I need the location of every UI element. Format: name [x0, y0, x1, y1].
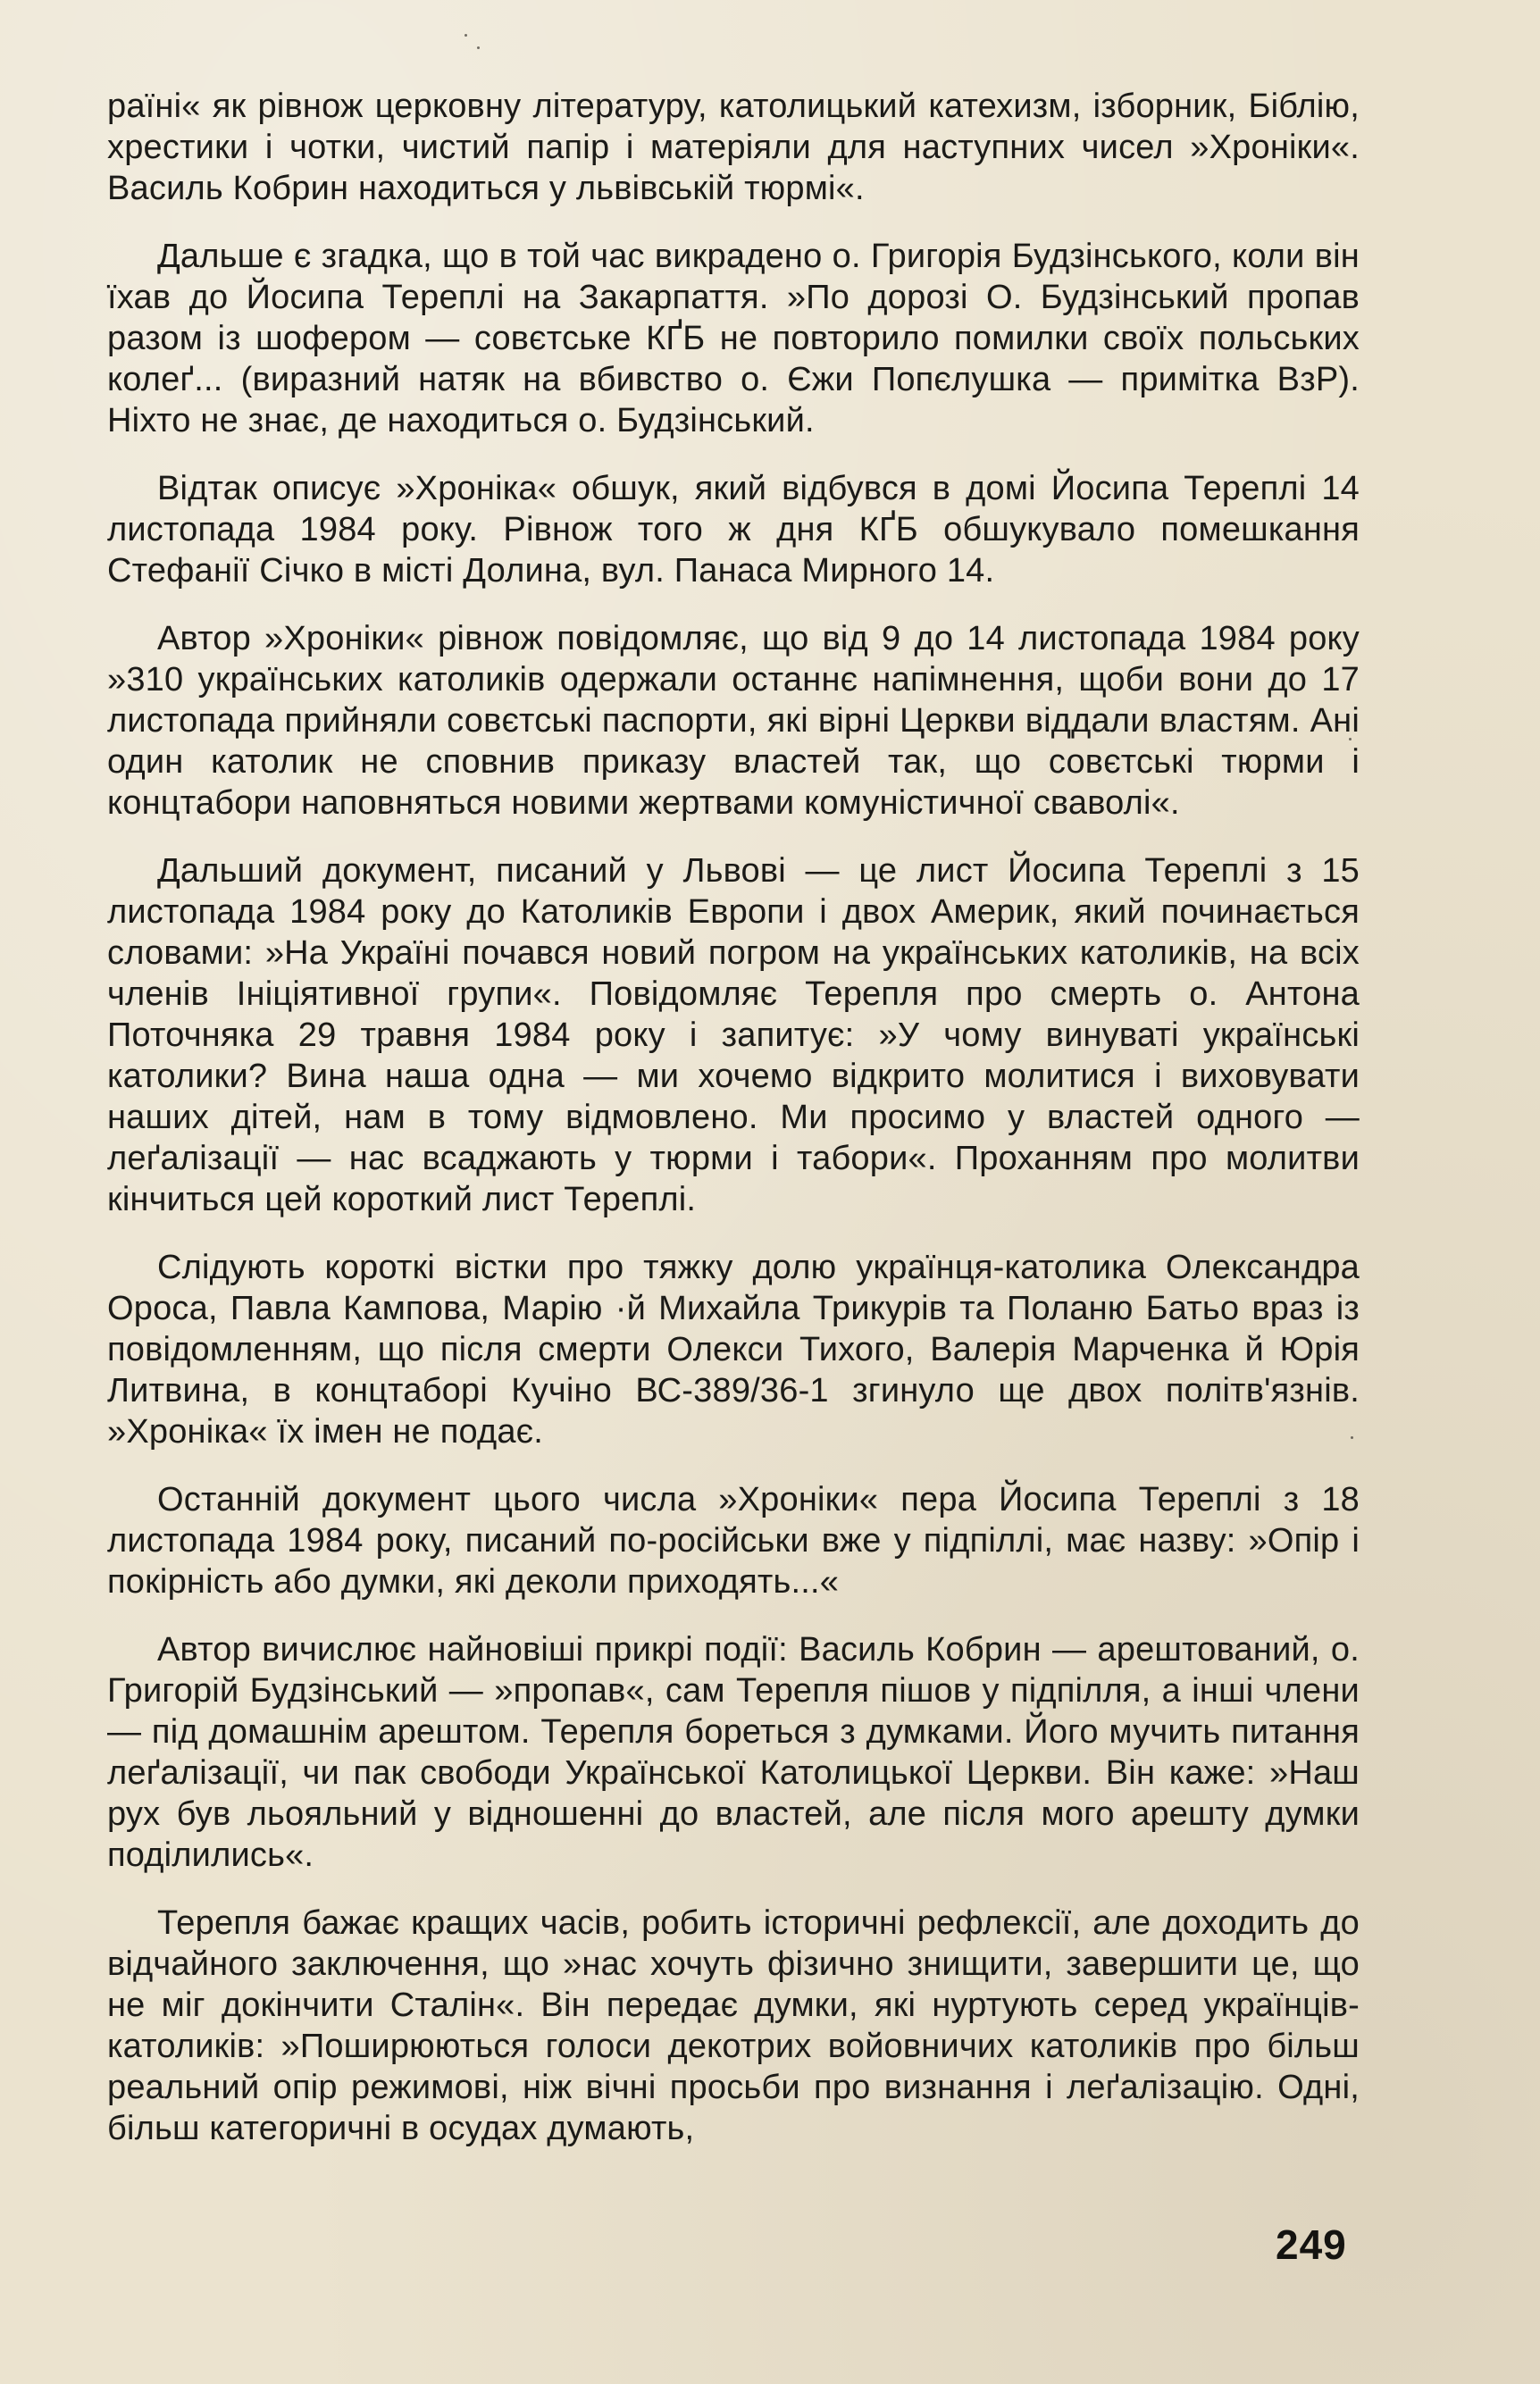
paragraph-2: Дальше є згадка, що в той час викрадено о. Григорія Будзінського, коли він їхав до Йосипа Тереплі на Закарпаття. »По дорозі О. Будзінський пропав разом із шофером — совєтське КҐБ не повторило помилки своїх польських колеґ... (виразний натяк на вбивство о. Єжи Попєлушка — примітка ВзР). Ніхто не знає, де находиться о. Будзінський. [107, 238, 1360, 439]
paragraph-6: Слідують короткі вістки про тяжку долю українця-католика Олександра Ороса, Павла Кампова, Марію ·й Михайла Трикурів та Поланю Батьо враз із повідомленням, що після смерти Олекси Тихого, Валерія Марченка й Юрія Литвина, в концтаборі Кучіно ВС-389/36-1 згинуло ще двох політв'язнів. »Хроніка« їх імен не подає. [107, 1249, 1360, 1451]
paragraph-7: Останній документ цього числа »Хроніки« пера Йосипа Тереплі з 18 листопада 1984 року, писаний по-російськи вже у підпіллі, має назву: »Опір і покірність або думки, які деколи приходять...« [107, 1481, 1360, 1601]
paragraph-8: Автор вичислює найновіші прикрі події: Василь Кобрин — арештований, о. Григорій Будзінський — »пропав«, сам Терепля пішов у підпілля, а інші члени — під домашнім арештом. Терепля бореться з думками. Його мучить питання леґалізації, чи пак свободи Української Католицької Церкви. Він каже: »Наш рух був льояльний у відношенні до властей, але після мого арешту думки поділились«. [107, 1631, 1360, 1874]
page-number: 249 [1276, 2221, 1347, 2268]
paragraph-1: раїні« як рівнож церковну літературу, католицький катехизм, ізборник, Біблію, хрестики і чотки, чистий папір і матеріяли для наступних чисел »Хроніки«. Василь Кобрин находиться у львівській тюрмі«. [107, 88, 1360, 207]
paragraph-9: Терепля бажає кращих часів, робить історичні рефлексії, але доходить до відчайного заключення, що »нас хочуть фізично знищити, завершити це, що не міг докінчити Сталін«. Він передає думки, які нуртують серед українців-католиків: »Поширюються голоси декотрих войовничих католиків про більш реальний опір режимові, ніж вічні просьби про визнання і леґалізацію. Одні, більш категоричні в осудах думають, [107, 1904, 1360, 2147]
paragraph-5: Дальший документ, писаний у Львові — це лист Йосипа Тереплі з 15 листопада 1984 року до Католиків Европи і двох Америк, який починається словами: »На Україні почався новий погром на українських католиків, на всіх членів Ініціятивної групи«. Повідомляє Терепля про смерть о. Антона Поточняка 29 травня 1984 року і запитує: »У чому винуваті українські католики? Вина наша одна — ми хочемо відкрито молитися і виховувати наших дітей, нам в тому відмовлено. Ми просимо у властей одного — леґалізації — нас всаджають у тюрми і табори«. Проханням про молитви кінчиться цей короткий лист Тереплі. [107, 852, 1360, 1218]
paragraph-3: Відтак описує »Хроніка« обшук, який відбувся в домі Йосипа Тереплі 14 листопада 1984 року. Рівнож того ж дня КҐБ обшукувало помешкання Стефанії Січко в місті Долина, вул. Панаса Мирного 14. [107, 470, 1360, 590]
body-text [107, 86, 1360, 2176]
paragraph-4: Автор »Хроніки« рівнож повідомляє, що від 9 до 14 листопада 1984 року »310 українських католиків одержали останнє напімнення, щоби вони до 17 листопада прийняли совєтські паспорти, які вірні Церкви віддали властям. Ані один католик не сповнив приказу властей так, що совєтські тюрми і концтабори наповняться новими жертвами комуністичної сваволі«. [107, 620, 1360, 822]
